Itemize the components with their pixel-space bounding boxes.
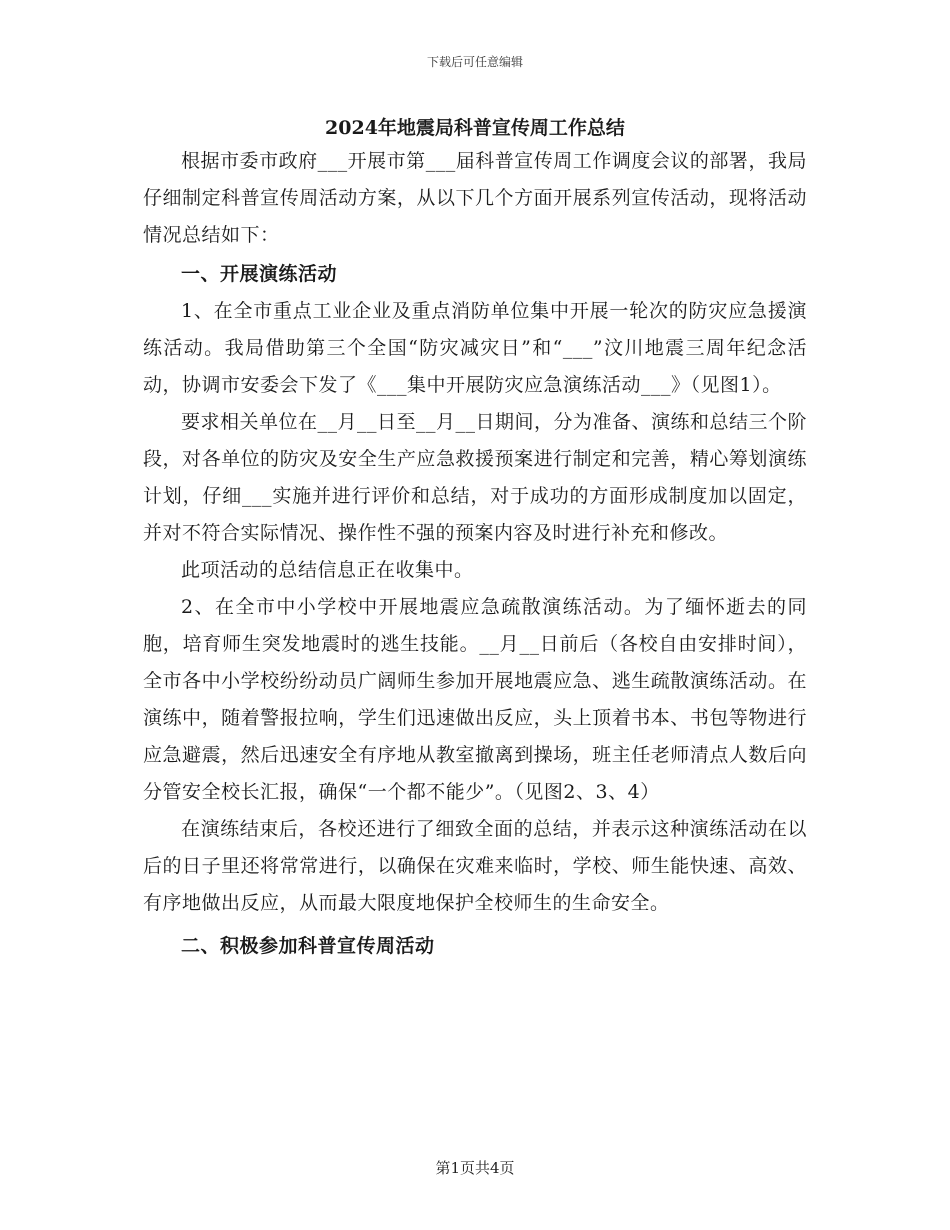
section-heading-1: 一、开展演练活动 <box>181 263 338 285</box>
body-paragraph: 2、在全市中小学校中开展地震应急疏散演练活动。为了缅怀逝去的同胞，培育师生突发地震时的逃生技能。__月__日前后（各校自由安排时间），全市各中小学校纷纷动员广阔师生参加开展地震应急、逃生疏散演练活动。在演练中，随着警报拉响，学生们迅速做出反应，头上顶着书本、书包等物进行应急避震，然后迅速安全有序地从教室撤离到操场，班主任老师清点人数后向分管安全校长汇报，确保“一个都不能少”。（见图2、3、4） <box>143 596 807 803</box>
body-paragraph: 此项活动的总结信息正在收集中。 <box>181 559 474 581</box>
page-header-note: 下载后可任意编辑 <box>426 55 523 69</box>
body-paragraph: 1、在全市重点工业企业及重点消防单位集中开展一轮次的防灾应急援演练活动。我局借助第三个全国“防灾减灾日”和“___”汶川地震三周年纪念活动，协调市安委会下发了《___集中开展防灾应急演练活动___》（见图1）。 <box>143 300 807 396</box>
body-paragraph: 在演练结束后，各校还进行了细致全面的总结，并表示这种演练活动在以后的日子里还将常常进行，以确保在灾难来临时，学校、师生能快速、高效、有序地做出反应，从而最大限度地保护全校师生的生命安全。 <box>143 818 807 914</box>
document-body <box>143 113 807 965</box>
document-title: 2024年地震局科普宣传周工作总结 <box>325 117 625 139</box>
page-footer-number: 第1页共4页 <box>435 1159 515 1177</box>
section-heading-2: 二、积极参加科普宣传周活动 <box>181 935 435 957</box>
intro-paragraph: 根据市委市政府___开展市第___届科普宣传周工作调度会议的部署，我局仔细制定科普宣传周活动方案，从以下几个方面开展系列宣传活动，现将活动情况总结如下： <box>143 150 807 246</box>
body-paragraph: 要求相关单位在__月__日至__月__日期间，分为准备、演练和总结三个阶段，对各单位的防灾及安全生产应急救援预案进行制定和完善，精心筹划演练计划，仔细___实施并进行评价和总结，对于成功的方面形成制度加以固定，并对不符合实际情况、操作性不强的预案内容及时进行补充和修改。 <box>143 411 808 544</box>
